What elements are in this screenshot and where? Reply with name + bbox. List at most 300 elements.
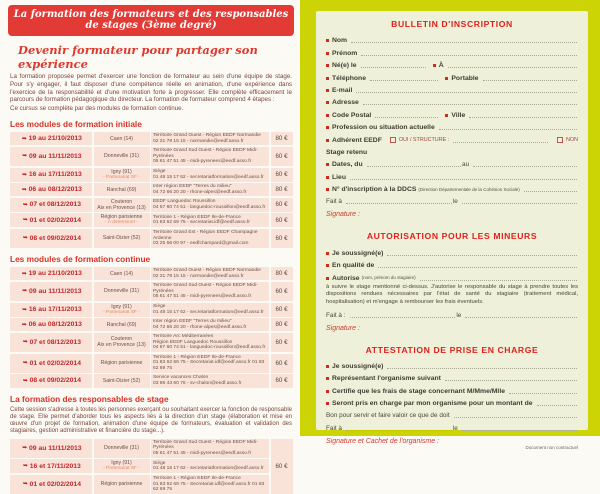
contact-line: Région EEDF Languedoc Roussillon: [153, 339, 233, 345]
contact-line: 01 48 15 17 62 - secretariatformation@eedf.asso.fr: [153, 309, 264, 315]
dotted-line: [469, 112, 577, 118]
field-text: le: [452, 198, 458, 206]
arrow-icon: ➥: [22, 360, 28, 367]
intro-closing: Ce cursus se complète par des modules de formation continue.: [10, 105, 184, 113]
dotted-line: [350, 312, 456, 318]
session-price-cell: 60 €: [271, 229, 293, 248]
arrow-icon: ➥: [22, 135, 27, 142]
contact-line: 03 25 56 00 97 - eedfchampard@gmail.com: [153, 241, 249, 247]
field-text: le: [456, 311, 462, 319]
location-line: Région parisienne: [100, 481, 143, 488]
contact-line: Territoire Grand Sud Ouest - Région EEDF Midi-Pyrénées: [153, 282, 258, 294]
session-date-cell: [10, 333, 92, 352]
autorisation-mineurs-title: AUTORISATION POUR LES MINEURS: [366, 231, 538, 242]
form-row: [326, 383, 578, 395]
bullet-square-icon: [445, 77, 448, 80]
session-contact-cell: [151, 132, 269, 145]
form-row: [326, 307, 578, 319]
contact-line: Inter région EEDF "Terres du milieu": [153, 184, 232, 189]
intro-section: [8, 43, 294, 113]
session-date: 16 et 17/11/2013: [29, 462, 81, 470]
session-price-cell: 80 €: [271, 183, 293, 196]
contact-line: 02 31 78 15 15 - normandie@eedf.asso.fr: [153, 273, 244, 279]
left-column: [0, 0, 300, 493]
arrow-icon: ➥: [22, 171, 27, 178]
dotted-line: [350, 174, 577, 180]
contact-line: 04 72 66 20 20 - rhone-alpes@eedf.asso.fr: [153, 324, 247, 330]
dotted-line: [361, 50, 577, 56]
dotted-line: [537, 400, 577, 406]
location-line: Donneville (31): [104, 153, 139, 160]
session-date-cell: [10, 459, 92, 473]
dotted-line: [524, 186, 577, 192]
checkbox-option-label: NON: [566, 136, 578, 143]
session-date: 19 au 21/10/2013: [28, 135, 82, 143]
session-location-cell: [94, 475, 150, 494]
arrow-icon: ➥: [22, 186, 27, 193]
bullet-square-icon: [326, 89, 329, 92]
session-location-cell: [94, 267, 150, 280]
field-text: au: [462, 161, 470, 169]
bullet-square-icon: [433, 64, 436, 67]
dotted-line: [370, 75, 438, 81]
session-date-cell: [10, 168, 92, 182]
section-title-continue: Les modules de formation continue: [10, 254, 151, 265]
field-label: Je soussigné(e): [332, 249, 384, 257]
session-price-cell: 60 €: [271, 354, 293, 373]
session-location-cell: [94, 303, 150, 317]
autorisation-mineurs-form: [326, 245, 578, 331]
form-row: [326, 169, 578, 181]
field-text: Bon pour servir et faire valoir ce que de doit: [326, 412, 450, 420]
location-line: Igny (91): [111, 303, 132, 310]
contact-line: Siège: [153, 168, 166, 174]
session-date-cell: [10, 318, 92, 331]
session-date: 07 et 08/12/2013: [29, 338, 81, 346]
contact-line: Siège: [153, 303, 166, 309]
dotted-line: [375, 112, 438, 118]
form-row: [326, 145, 578, 157]
form-row: [326, 270, 578, 282]
session-contact-cell: [151, 318, 269, 331]
bullet-square-icon: [326, 64, 329, 67]
intro-title: Devenir formateur pour partager son expérience: [18, 43, 258, 71]
field-label: Adhérent EEDF: [332, 136, 382, 144]
right-column: [300, 0, 600, 450]
shared-price-cell: 60 €: [271, 439, 293, 494]
session-contact-cell: [151, 303, 269, 317]
contact-line: Siège: [153, 460, 166, 466]
contact-line: Territoire 1 - Région EEDF Ile-de-France: [153, 475, 241, 481]
form-row: [326, 70, 578, 82]
field-group: [433, 61, 578, 70]
session-location-cell: [94, 282, 150, 301]
location-note: - Partenariat SF -: [103, 466, 140, 472]
bullet-square-icon: [445, 114, 448, 117]
bullet-square-icon: [326, 163, 329, 166]
dotted-line: [454, 412, 577, 418]
form-row: [326, 107, 578, 119]
contact-line: 04 72 66 20 20 - rhone-alpes@eedf.asso.fr: [153, 189, 247, 195]
contact-line: Territoire Grand Sud Ouest - Région EEDF Midi-Pyrénées: [153, 439, 258, 451]
table-formation-initiale: [10, 132, 294, 248]
session-price-cell: 60 €: [271, 168, 293, 182]
session-price-cell: 60 €: [271, 198, 293, 212]
form-paragraph: à suivre le stage mentionné ci-dessus. J'autorise le responsable du stage à prendre toutes les dispositions rendues nécessaires par l'état de santé du stagiaire (traitement médical, hospitalisation) et m'engage à rembourser les frais éventuels.: [326, 283, 578, 305]
location-line: Ranchal (69): [106, 186, 137, 193]
dotted-line: [509, 388, 577, 394]
session-location-cell: [94, 213, 150, 227]
dotted-line: [483, 75, 577, 81]
location-line: Couteron: [110, 198, 133, 205]
field-label: Nom: [332, 37, 348, 45]
field-label: À: [438, 62, 444, 70]
field-label: N° d'inscription à la DDCS: [332, 186, 417, 194]
location-line: Aix en Provence (13): [97, 342, 146, 349]
contact-line: 05 61 47 51 45 - midi-pyrenees@eedf.asso.fr: [153, 159, 252, 165]
checkbox-option-label: OUI / STRUCTURE :: [398, 136, 450, 143]
session-date: 01 et 02/02/2014: [29, 359, 81, 367]
bullet-square-icon: [326, 188, 329, 191]
bullet-square-icon: [326, 39, 329, 42]
session-contact-cell: [151, 267, 269, 280]
session-date: 07 et 08/12/2013: [29, 201, 81, 209]
session-location-cell: [94, 459, 150, 473]
session-price-cell: 80 €: [271, 267, 293, 280]
session-price-cell: 60 €: [271, 147, 293, 166]
location-note: - Partenariat SF -: [103, 174, 140, 180]
form-row: [326, 33, 578, 45]
session-price-cell: 80 €: [271, 132, 293, 145]
session-contact-cell: [151, 354, 269, 373]
dotted-line: [462, 425, 577, 431]
session-contact-cell: [151, 168, 269, 182]
dotted-line: [473, 161, 577, 167]
bullet-square-icon: [326, 114, 329, 117]
session-date-cell: [10, 475, 92, 494]
form-row: [326, 371, 578, 383]
session-date-cell: [10, 229, 92, 248]
session-date-cell: [10, 132, 92, 145]
signature-label: Signature :: [326, 211, 360, 219]
bullet-square-icon: [326, 277, 329, 280]
bullet-square-icon: [326, 139, 329, 142]
section-title-responsables: La formation des responsables de stage: [10, 393, 169, 404]
field-label: Je soussigné(e): [332, 362, 384, 370]
bullet-square-icon: [326, 365, 329, 368]
arrow-icon: ➥: [22, 445, 28, 452]
session-location-cell: [94, 147, 150, 166]
form-row: [326, 245, 578, 257]
contact-line: 04 67 60 74 51 - languedoc-roussillon@eedf.asso.fr: [153, 204, 266, 210]
dotted-line: [356, 87, 577, 93]
location-note: - Partenariat SF -: [103, 309, 140, 315]
location-line: Région parisienne: [100, 360, 143, 367]
field-label: Lieu: [332, 173, 346, 181]
session-contact-cell: [151, 213, 269, 227]
contact-line: 01 48 15 17 62 - secretariatformation@eedf.asso.fr: [153, 174, 264, 180]
dotted-line: [387, 250, 577, 256]
dotted-line: [361, 62, 426, 68]
signature-label: Signature et Cachet de l'organisme :: [326, 437, 440, 445]
contact-line: 01 83 62 69 75 - Secretariat.idf@eedf.asso.fr 01 83 62 69 75: [153, 360, 265, 371]
field-group: [326, 74, 439, 83]
arrow-icon: ➥: [22, 217, 28, 224]
contact-line: Territoire Grand Ouest - Région EEDF Normandie: [153, 132, 261, 138]
form-row: [326, 83, 578, 95]
arrow-icon: ➥: [22, 377, 28, 384]
contact-line: Territoire Grand Ouest - Région EEDF Normandie: [153, 268, 261, 274]
session-location-cell: [94, 374, 150, 387]
dotted-line: [462, 198, 577, 204]
session-contact-cell: [151, 183, 269, 196]
dotted-line: [346, 198, 452, 204]
bullet-square-icon: [326, 390, 329, 393]
session-contact-cell: [151, 333, 269, 352]
contact-line: EEDF Languedoc Roussillon: [153, 199, 216, 205]
session-location-cell: [94, 229, 150, 248]
form-row: [326, 396, 578, 408]
session-date: 06 au 08/12/2013: [28, 321, 82, 329]
field-group: [326, 61, 427, 70]
session-location-cell: [94, 132, 150, 145]
contact-line: 02 31 78 15 15 - normandie@eedf.asso.fr: [153, 138, 244, 144]
dotted-line: [420, 275, 577, 281]
location-line: Ranchal (69): [106, 321, 137, 328]
bullet-square-icon: [326, 126, 329, 129]
location-line: Région parisienne: [100, 214, 143, 221]
field-text: Fait à :: [326, 311, 346, 319]
session-contact-cell: [151, 459, 269, 473]
arrow-icon: ➥: [22, 481, 28, 488]
section-title-initiale: Les modules de formation initiale: [10, 118, 142, 129]
form-row: [326, 359, 578, 371]
bulletin-inscription-form: [326, 33, 578, 218]
session-location-cell: [94, 198, 150, 212]
bullet-square-icon: [326, 52, 329, 55]
field-group: [445, 111, 578, 120]
session-date: 16 au 17/11/2013: [28, 171, 82, 178]
session-date-cell: [10, 354, 92, 373]
session-date: 09 au 11/11/2013: [29, 152, 82, 160]
field-text: Fait à: [326, 424, 342, 432]
session-price-cell: 60 €: [271, 282, 293, 301]
session-date-cell: [10, 213, 92, 227]
intro-paragraph: La formation proposée permet d'exercer une fonction de formateur au sein d'une équipe de stage. Pour s'y engager, il faut disposer d'une compétence réelle en animation, d'une expérience dans l'exercice de la responsabilité et d'une motivation forte à progresser. Elle complète efficacement le parcours de formation pédagogique du directeur. La formation de formateur comprend 4 étapes :: [10, 73, 292, 104]
contact-line: Territoire 1 - Région EEDF Ile-de-France: [153, 354, 241, 360]
responsables-description: Cette session s'adresse à toutes les personnes exerçant ou souhaitant exercer la fonction de responsable de stage. Elle permet d'aborder tous les aspects liés à la direction d'un stage (élaboration et mise en œuvre d'un projet de formation, animation d'une équipe de formateurs, évaluation et validation des stagiaires, gestion administrative et financière du stage...).: [10, 406, 292, 435]
bullet-square-icon: [326, 402, 329, 405]
checkbox: [557, 137, 563, 143]
session-price-cell: 60 €: [271, 374, 293, 387]
session-date-cell: [10, 303, 92, 317]
form-row: [326, 182, 578, 194]
field-text: le: [452, 424, 458, 432]
arrow-icon: ➥: [22, 339, 28, 346]
arrow-icon: ➥: [22, 321, 27, 328]
form-row: [326, 58, 578, 70]
dotted-line: [363, 99, 577, 105]
field-label: En qualité de: [332, 262, 375, 270]
arrow-icon: ➥: [22, 270, 27, 277]
session-date: 01 et 02/02/2014: [29, 480, 81, 488]
dotted-line: [378, 262, 577, 268]
field-label: Autorise: [332, 274, 360, 282]
location-line: Donneville (31): [104, 288, 139, 295]
bullet-square-icon: [326, 101, 329, 104]
session-contact-cell: [151, 475, 269, 494]
session-price-cell: 60 €: [271, 303, 293, 317]
location-line: Igny (91): [111, 460, 132, 467]
arrow-icon: ➥: [22, 201, 28, 208]
arrow-icon: ➥: [23, 463, 28, 470]
form-row: [326, 120, 578, 132]
page-title-banner: [8, 5, 294, 36]
form-row: [326, 95, 578, 107]
field-label: Né(e) le: [332, 62, 357, 70]
bullet-square-icon: [326, 264, 329, 267]
contact-line: 05 61 47 51 45 - midi-pyrenees@eedf.asso.fr: [153, 451, 252, 457]
forms-panel: [316, 11, 588, 450]
page-title: La formation des formateurs et des responsables de stages (3ème degré): [13, 9, 289, 31]
contact-line: Territoire Grand Sud Ouest - Région EEDF Midi-Pyrénées: [153, 147, 258, 159]
form-row: [326, 45, 578, 57]
field-text: Fait à: [326, 198, 342, 206]
session-location-cell: [94, 333, 150, 352]
session-date: 08 et 09/02/2014: [29, 377, 81, 385]
contact-line: 01 83 62 69 75 - Secretariat.idf@eedf.asso.fr 01 83 62 69 75: [153, 481, 265, 493]
session-date: 01 et 02/02/2014: [29, 216, 81, 224]
bulletin-inscription-title: BULLETIN D'INSCRIPTION: [391, 19, 513, 29]
bullet-square-icon: [326, 252, 329, 255]
bullet-square-icon: [326, 377, 329, 380]
table-formation-continue: [10, 267, 294, 388]
session-date: 19 au 21/10/2013: [28, 270, 82, 278]
session-location-cell: [94, 183, 150, 196]
session-date: 06 au 08/12/2013: [28, 186, 82, 194]
contact-line: 01 83 62 69 75 - secretariat.idf@eedf.asso.fr: [153, 220, 250, 226]
dotted-line: [445, 375, 577, 381]
session-date-cell: [10, 147, 92, 166]
form-row: [326, 408, 578, 420]
session-location-cell: [94, 439, 150, 458]
field-label: Représentant l'organisme suivant: [332, 375, 441, 383]
attestation-prise-en-charge-form: [326, 359, 578, 445]
contact-line: 03 85 43 60 76 - sv-chalon@eedf.asso.fr: [153, 380, 242, 386]
session-date-cell: [10, 183, 92, 196]
location-line: Saint-Dizier (52): [102, 235, 141, 242]
session-date: 08 et 09/02/2014: [29, 234, 81, 242]
contact-line: 04 67 60 74 51 - languedoc-roussillon@eedf.asso.fr: [153, 345, 266, 351]
field-label: Portable: [451, 74, 479, 82]
arrow-icon: ➥: [22, 153, 28, 160]
session-date: 09 au 11/11/2013: [29, 287, 82, 295]
contact-line: Territoire 1 - Région EEDF Ile-de-France: [153, 214, 241, 220]
dotted-line: [465, 312, 577, 318]
session-date: 09 au 11/11/2013: [29, 444, 82, 452]
form-row: [326, 157, 578, 169]
form-row: [326, 132, 578, 144]
contact-line: Inter région EEDF "Terres du milieu": [153, 319, 232, 325]
session-location-cell: [94, 354, 150, 373]
session-date-cell: [10, 439, 92, 458]
bullet-square-icon: [326, 176, 329, 179]
session-contact-cell: [151, 282, 269, 301]
dotted-line: [439, 124, 577, 130]
field-label: Prénom: [332, 49, 358, 57]
location-line: Aix en Provence (13): [97, 204, 146, 211]
location-line: Igny (91): [111, 168, 132, 175]
field-label: Téléphone: [332, 74, 366, 82]
field-group: [445, 74, 578, 83]
contact-line: 05 61 47 51 45 - midi-pyrenees@eedf.asso.fr: [153, 294, 252, 300]
session-date-cell: [10, 282, 92, 301]
dotted-line: [453, 137, 548, 143]
location-line: Saint-Dizier (52): [102, 377, 141, 384]
session-location-cell: [94, 168, 150, 182]
field-label: Ville: [451, 111, 466, 119]
field-label: Seront pris en charge par mon organisme pour un montant de: [332, 400, 533, 408]
field-group: [326, 111, 439, 120]
location-line: Caen (14): [109, 135, 134, 142]
session-price-cell: 80 €: [271, 318, 293, 331]
contact-line: Service vacances Chalon: [153, 375, 209, 381]
document-note: Document non contractuel: [525, 444, 578, 450]
session-contact-cell: [151, 147, 269, 166]
session-contact-cell: [151, 229, 269, 248]
dotted-line: [448, 62, 577, 68]
contact-line: 01 48 15 17 62 - secretariatformation@eedf.asso.fr: [153, 466, 264, 472]
field-note: (nom, prénom du stagiaire): [361, 275, 416, 281]
contact-line: Territoire Grand Est - Région EEDF Champagne Ardenne: [153, 229, 258, 241]
session-price-cell: 60 €: [271, 333, 293, 352]
form-row: [326, 194, 578, 206]
arrow-icon: ➥: [22, 288, 28, 295]
location-line: Donneville (31): [104, 445, 139, 452]
session-date-cell: [10, 374, 92, 387]
bullet-square-icon: [326, 77, 329, 80]
field-label: Certifie que les frais de stage concernant M/Mme/Mlle: [332, 387, 505, 395]
session-contact-cell: [151, 198, 269, 212]
field-label: Adresse: [332, 99, 359, 107]
table-responsables-stage: [10, 439, 294, 494]
arrow-icon: ➥: [22, 235, 28, 242]
signature-label: Signature :: [326, 324, 360, 332]
attestation-prise-en-charge-title: ATTESTATION DE PRISE EN CHARGE: [365, 344, 539, 355]
form-row: [326, 420, 578, 432]
contact-line: Territoire Arc Méditerranéen: [153, 333, 214, 339]
session-location-cell: [94, 318, 150, 331]
checkbox: [390, 137, 396, 143]
location-note: - À déterminer -: [104, 220, 139, 226]
field-note: (Direction Départementale de la Cohésion Sociale): [418, 186, 520, 192]
session-contact-cell: [151, 374, 269, 387]
field-label: Profession ou situation actuelle: [332, 124, 435, 132]
session-contact-cell: [151, 439, 269, 458]
dotted-line: [351, 37, 577, 43]
field-label: Dates, du: [332, 161, 363, 169]
dotted-line: [367, 161, 461, 167]
session-price-cell: 60 €: [271, 213, 293, 227]
session-date-cell: [10, 267, 92, 280]
dotted-line: [387, 363, 577, 369]
field-label: E-mail: [332, 86, 353, 94]
arrow-icon: ➥: [22, 306, 27, 313]
form-row: [326, 258, 578, 270]
location-line: Caen (14): [109, 270, 134, 277]
location-line: Couteron: [110, 336, 133, 343]
dotted-line: [346, 425, 452, 431]
